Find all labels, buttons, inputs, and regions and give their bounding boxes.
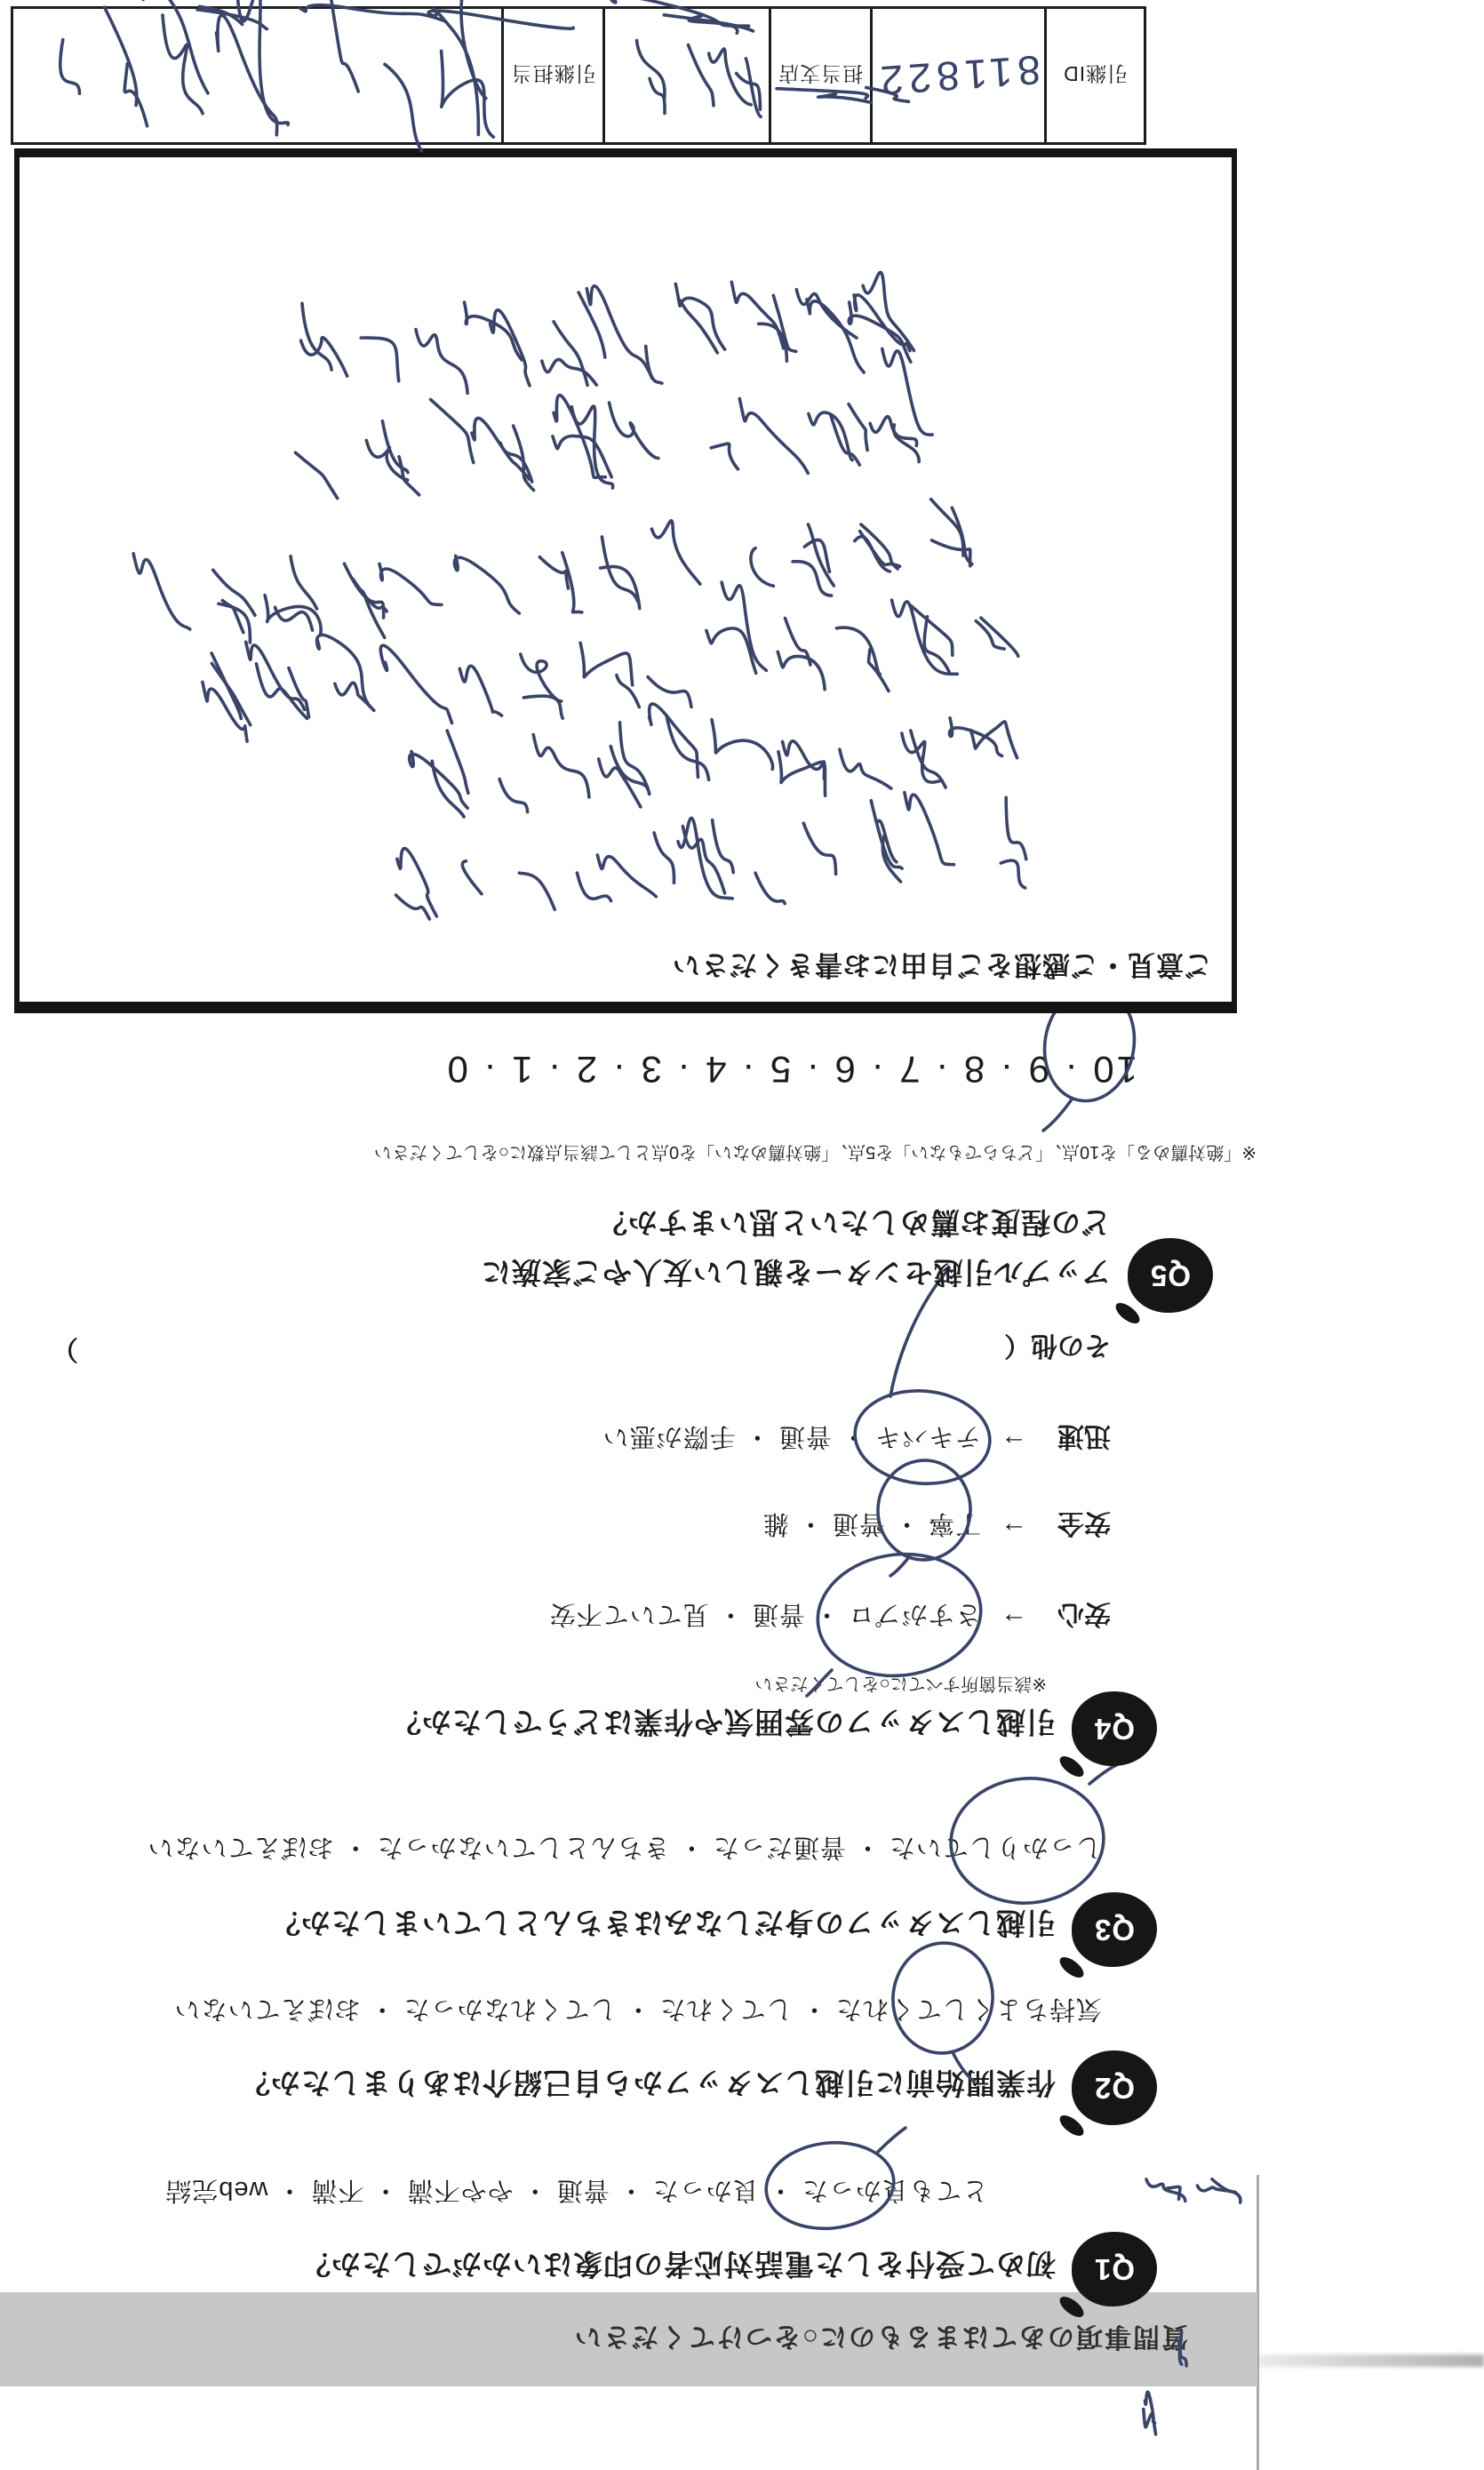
q4-other-label: その他（ bbox=[1004, 1331, 1111, 1360]
q4-badge-icon bbox=[1072, 1691, 1157, 1766]
ink-smudge-above-band bbox=[1141, 2394, 1159, 2445]
comment-box-label: ご意見・ご感想をご自由にお書きください bbox=[672, 949, 1212, 980]
q4-row2-options: 丁寧 ・ 普通 ・ 雑 bbox=[762, 1509, 981, 1538]
q2-badge-label: Q2 bbox=[1093, 2072, 1136, 2105]
q2-options: 気持ちよくしてくれた ・ してくれた ・ してくれなかった ・ おぼえていない bbox=[173, 1994, 1102, 2023]
q1-options: とても良かった ・ 良かった ・ 普通 ・ やや不満 ・ 不満 ・ web完結 bbox=[164, 2176, 988, 2204]
q4-row2-label: 安全 bbox=[1057, 1508, 1111, 1538]
q4-other-close-paren: ） bbox=[52, 1334, 78, 1363]
q4-row3-options: テキパキ ・ 普通 ・ 手際が悪い bbox=[602, 1422, 981, 1451]
q4-row3-arrow-icon: → bbox=[1001, 1429, 1027, 1459]
id-pen-tail-stroke bbox=[773, 83, 933, 106]
q3-answer-circle-annotation bbox=[936, 1764, 1118, 1926]
q4-row2-arrow-icon: → bbox=[1001, 1516, 1027, 1546]
q1-title: 初めて受付をした電話対応者の印象はいかがでしたか？ bbox=[300, 2248, 1056, 2281]
q3-badge-label: Q3 bbox=[1093, 1914, 1136, 1946]
ink-smudge-on-band bbox=[1169, 2326, 1191, 2378]
q1-badge-icon bbox=[1072, 2232, 1157, 2306]
q5-badge-icon bbox=[1128, 1238, 1213, 1313]
q5-title-line2: どの程度お薦めしたいと思いますか？ bbox=[597, 1206, 1111, 1239]
q4-row1-arrow-icon: → bbox=[1001, 1607, 1027, 1636]
q1-stray-pen-mark bbox=[1143, 2177, 1248, 2209]
handover-id-handwritten-value: 811822 bbox=[874, 46, 1043, 105]
q4-note: ※該当箇所すべてに○をしてください bbox=[754, 1674, 1047, 1693]
q5-nps-scale: 10 · 9 · 8 · 7 · 6 · 5 · 4 · 3 · 2 · 1 · 0 bbox=[444, 1049, 1137, 1091]
q4-row3-circle-annotation bbox=[841, 1263, 999, 1491]
q5-note: ※「絶対薦める」を10点、「どちらでもない」を5点、「絶対薦めない」を0点として該当点数に○をしてください bbox=[373, 1142, 1257, 1162]
instruction-band-text: 質問事項のあてはまるものに○をつけてください bbox=[572, 2322, 1188, 2351]
branch-label-cell bbox=[769, 9, 870, 142]
q5-title-line1: アップル引越センターを親しい友人やご家族に bbox=[480, 1256, 1111, 1289]
q2-badge-icon bbox=[1072, 2050, 1157, 2125]
q3-title: 引越しスタッフの身だしなみはきちんとしていましたか？ bbox=[270, 1906, 1056, 1939]
handover-id-value-cell bbox=[870, 9, 1045, 142]
q1-badge-label: Q1 bbox=[1093, 2253, 1136, 2286]
q3-options: しっかりしていた ・ 普通だった ・ きちんとしていなかった ・ おぼえていない bbox=[147, 1833, 1102, 1861]
q4-row1-label: 安心 bbox=[1057, 1599, 1111, 1628]
staff-label: 引継担当 bbox=[510, 62, 596, 86]
q4-badge-label: Q4 bbox=[1093, 1713, 1136, 1746]
q5-badge-label: Q5 bbox=[1149, 1259, 1192, 1292]
q4-row3-label: 迅速 bbox=[1057, 1421, 1111, 1451]
handover-id-label: 引継ID bbox=[1063, 62, 1129, 86]
branch-handwritten-signature bbox=[622, 49, 773, 138]
q2-answer-circle-annotation bbox=[876, 1931, 1009, 2082]
signature-overflow-strokes bbox=[151, 3, 782, 38]
handover-id-label-cell bbox=[1044, 9, 1144, 142]
q4-title: 引越しスタッフの雰囲気や作業はどうでしたか？ bbox=[391, 1706, 1056, 1739]
branch-label: 担当支店 bbox=[778, 62, 864, 86]
q2-title: 作業開始前に引越しスタッフから自己紹介はありましたか？ bbox=[240, 2066, 1056, 2099]
q1-answer-circle-annotation bbox=[748, 2127, 908, 2251]
q4-row1-options: さすがプロ ・ 普通 ・ 見ていて不安 bbox=[548, 1600, 981, 1628]
scanner-streak bbox=[1255, 2354, 1484, 2367]
